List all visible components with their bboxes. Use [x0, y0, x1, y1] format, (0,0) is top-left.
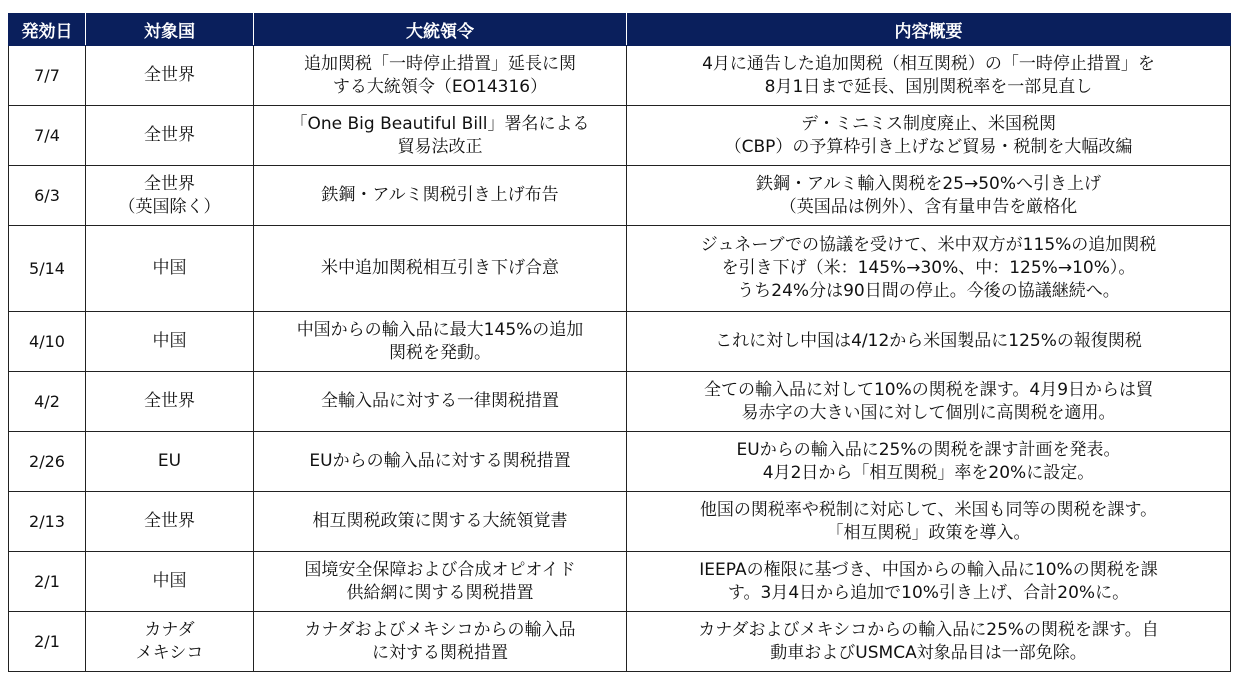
cell-summary-line: 全ての輸入品に対して10%の関税を課す。4月9日からは貿: [703, 379, 1154, 400]
cell-summary-line: うち24%分は90日間の停止。今後の協議継続へ。: [737, 281, 1120, 301]
table-header: [9, 14, 1231, 46]
cell-target-country: [86, 372, 254, 432]
cell-summary: [627, 372, 1231, 432]
cell-summary-line: デ・ミニミス制度廃止、米国税関: [801, 113, 1056, 134]
header-target-country: 対象国: [86, 14, 254, 46]
cell-executive-order: [254, 372, 627, 432]
tariff-orders-table: [8, 13, 1231, 672]
cell-date: 5/14: [9, 226, 86, 312]
cell-date: 4/2: [9, 372, 86, 432]
cell-summary: [627, 46, 1231, 106]
cell-summary-line: 鉄鋼・アルミ輸入関税を25→50%へ引き上げ: [756, 173, 1101, 194]
cell-target-country-line: 全世界: [144, 391, 195, 411]
cell-target-country-line: 全世界: [144, 173, 195, 194]
cell-target-country: [86, 612, 254, 672]
table-row: [9, 552, 1231, 612]
cell-date: 2/13: [9, 492, 86, 552]
cell-summary: [627, 552, 1231, 612]
header-row: [9, 14, 1231, 46]
cell-date: 7/4: [9, 106, 86, 166]
cell-summary: [627, 106, 1231, 166]
cell-executive-order: [254, 166, 627, 226]
header-date: 発効日: [9, 14, 86, 46]
cell-executive-order: [254, 612, 627, 672]
cell-summary-line: ジュネーブでの協議を受けて、米中双方が115%の追加関税: [700, 235, 1157, 255]
cell-summary-line: す。3月4日から追加で10%引き上げ、合計20%に。: [727, 582, 1130, 603]
cell-target-country-line: （英国除く）: [118, 196, 221, 217]
cell-target-country: [86, 46, 254, 106]
cell-target-country-line: EU: [157, 451, 182, 471]
cell-summary-line: 「相互関税」政策を導入。: [826, 522, 1031, 543]
cell-executive-order: [254, 432, 627, 492]
cell-summary-line: IEEPAの権限に基づき、中国からの輸入品に10%の関税を課: [699, 559, 1158, 580]
cell-target-country: [86, 432, 254, 492]
cell-summary-line: （CBP）の予算枠引き上げなど貿易・税制を大幅改編: [724, 136, 1133, 157]
cell-executive-order-line: 相互関税政策に関する大統領覚書: [312, 511, 568, 531]
cell-summary: [627, 492, 1231, 552]
cell-executive-order: [254, 226, 627, 312]
cell-target-country-line: 全世界: [144, 125, 195, 145]
table-row: [9, 492, 1231, 552]
table-row: [9, 432, 1231, 492]
cell-summary: [627, 612, 1231, 672]
cell-executive-order-line: に対する関税措置: [372, 642, 508, 663]
cell-target-country: [86, 106, 254, 166]
cell-target-country: [86, 552, 254, 612]
cell-target-country: [86, 166, 254, 226]
cell-executive-order-line: 米中追加関税相互引き下げ合意: [321, 258, 559, 278]
table-row: [9, 226, 1231, 312]
header-executive-order: 大統領令: [254, 14, 627, 46]
cell-summary-line: を引き下げ（米：145%→30%、中：125%→10%）。: [721, 258, 1136, 278]
cell-target-country: [86, 492, 254, 552]
cell-executive-order: [254, 492, 627, 552]
cell-date: 2/1: [9, 612, 86, 672]
cell-target-country-line: 中国: [152, 571, 187, 591]
cell-executive-order: [254, 552, 627, 612]
cell-summary-line: 4月2日から「相互関税」率を20%に設定。: [762, 462, 1095, 483]
table-row: [9, 46, 1231, 106]
cell-summary-line: 8月1日まで延長、国別関税率を一部見直し: [764, 76, 1093, 97]
cell-date: 4/10: [9, 312, 86, 372]
table-body: [9, 46, 1231, 672]
cell-summary-line: EUからの輸入品に25%の関税を課す計画を発表。: [736, 439, 1121, 460]
cell-target-country-line: 全世界: [144, 65, 195, 85]
cell-summary-line: カナダおよびメキシコからの輸入品に25%の関税を課す。自: [698, 619, 1159, 640]
table-row: [9, 612, 1231, 672]
cell-summary: [627, 226, 1231, 312]
tariff-table-container: [8, 13, 1231, 672]
table-row: [9, 372, 1231, 432]
cell-summary-line: これに対し中国は4/12から米国製品に125%の報復関税: [715, 331, 1142, 351]
cell-target-country-line: カナダ: [144, 619, 195, 640]
cell-date: 2/1: [9, 552, 86, 612]
cell-target-country-line: 中国: [152, 331, 187, 351]
cell-target-country: [86, 312, 254, 372]
cell-target-country-line: 全世界: [144, 511, 195, 531]
cell-executive-order-line: 供給網に関する関税措置: [346, 582, 534, 603]
cell-summary-line: 他国の関税率や税制に対応して、米国も同等の関税を課す。: [699, 499, 1158, 520]
cell-target-country: [86, 226, 254, 312]
cell-executive-order-line: 追加関税「一時停止措置」延長に関: [304, 53, 576, 74]
cell-summary-line: 動車およびUSMCA対象品目は一部免除。: [770, 642, 1087, 663]
cell-summary-line: 易赤字の大きい国に対して個別に高関税を適用。: [741, 402, 1116, 423]
cell-target-country-line: 中国: [152, 258, 187, 278]
table-row: [9, 166, 1231, 226]
cell-executive-order-line: カナダおよびメキシコからの輸入品: [304, 619, 576, 640]
cell-summary: [627, 312, 1231, 372]
cell-executive-order-line: 鉄鋼・アルミ関税引き上げ布告: [321, 185, 559, 205]
cell-executive-order: [254, 46, 627, 106]
cell-date: 6/3: [9, 166, 86, 226]
cell-summary-line: 4月に通告した追加関税（相互関税）の「一時停止措置」を: [702, 53, 1155, 74]
cell-executive-order-line: 中国からの輸入品に最大145%の追加: [296, 319, 584, 340]
cell-summary: [627, 432, 1231, 492]
cell-executive-order-line: 関税を発動。: [389, 342, 491, 363]
cell-executive-order-line: 貿易法改正: [397, 136, 483, 157]
cell-executive-order: [254, 106, 627, 166]
table-row: [9, 312, 1231, 372]
cell-executive-order-line: 全輸入品に対する一律関税措置: [321, 391, 559, 411]
cell-summary-line: （英国品は例外）、含有量申告を厳格化: [779, 196, 1078, 217]
cell-executive-order-line: EUからの輸入品に対する関税措置: [309, 451, 571, 471]
table-row: [9, 106, 1231, 166]
cell-date: 2/26: [9, 432, 86, 492]
cell-executive-order-line: 国境安全保障および合成オピオイド: [304, 559, 576, 580]
cell-target-country-line: メキシコ: [135, 642, 204, 663]
cell-executive-order: [254, 312, 627, 372]
header-summary: 内容概要: [627, 14, 1231, 46]
cell-executive-order-line: 「One Big Beautiful Bill」署名による: [290, 113, 590, 134]
cell-summary: [627, 166, 1231, 226]
cell-executive-order-line: する大統領令（EO14316）: [332, 76, 548, 97]
cell-date: 7/7: [9, 46, 86, 106]
